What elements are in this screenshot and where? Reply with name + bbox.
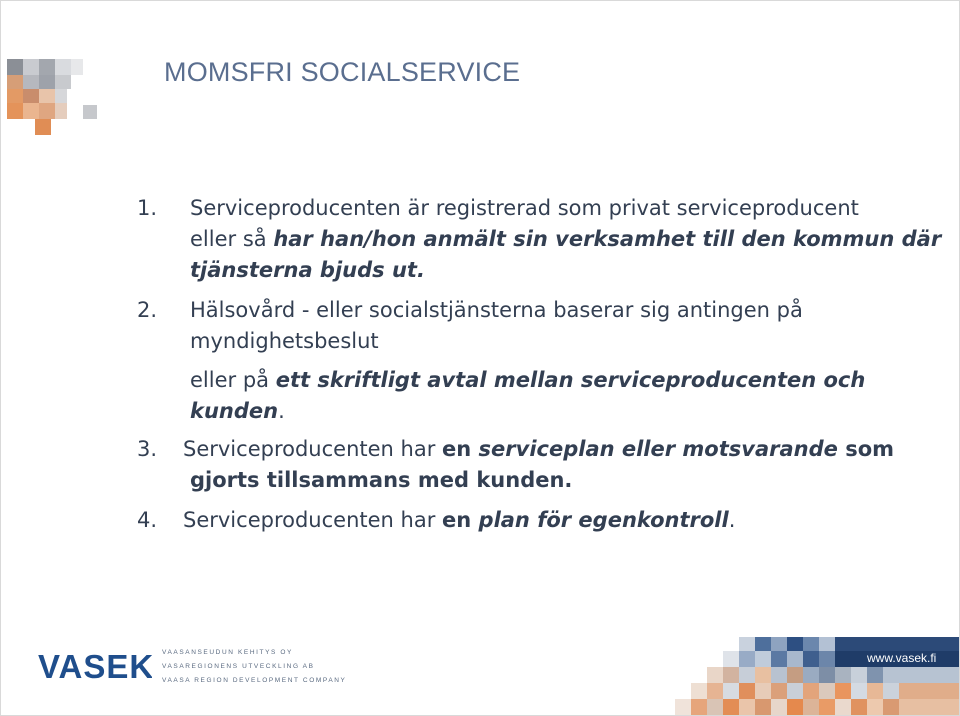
- list-text-emphasis: har han/hon anmält sin verksamhet till den kommun där: [273, 227, 942, 251]
- logo-line-sv: VASAREGIONENS UTVECKLING AB: [162, 663, 315, 670]
- vasek-logo-word: VASEK: [38, 649, 152, 681]
- list-number: 1.: [137, 196, 158, 220]
- list-item-3: [137, 434, 894, 496]
- list-text-emphasis: kunden: [190, 399, 279, 423]
- list-number: 4.: [137, 508, 158, 532]
- logo-line-en: VAASA REGION DEVELOPMENT COMPANY: [162, 677, 347, 684]
- list-text-emphasis: serviceplan eller motsvarande: [478, 437, 838, 461]
- list-text: Serviceproducenten är registrerad som privat serviceproducent: [190, 196, 859, 220]
- vasek-logo: [38, 649, 152, 686]
- list-text: Serviceproducenten har: [183, 508, 443, 532]
- list-text-bold: en: [442, 437, 479, 461]
- list-text-bold: en: [442, 508, 479, 532]
- list-text: eller så: [190, 227, 274, 251]
- list-text: Serviceproducenten har: [183, 437, 443, 461]
- list-number: 2.: [137, 298, 158, 322]
- slide-title: MOMSFRI SOCIALSERVICE: [164, 57, 521, 87]
- vasek-logo-mark: [38, 649, 152, 681]
- logo-line-fi: VAASANSEUDUN KEHITYS OY: [162, 649, 293, 656]
- list-text-bold: gjorts tillsammans med kunden.: [190, 468, 573, 492]
- list-text: eller på: [190, 368, 276, 392]
- list-text: myndighetsbeslut: [190, 329, 379, 353]
- list-text-emphasis: plan för egenkontroll: [478, 508, 729, 532]
- list-item-2: [137, 295, 865, 427]
- list-text: .: [278, 399, 285, 423]
- website-link[interactable]: www.vasek.fi: [867, 651, 937, 665]
- list-item-1: [137, 193, 941, 286]
- list-text-emphasis: tjänsterna bjuds ut.: [190, 258, 425, 282]
- list-text-bold: som: [837, 437, 895, 461]
- list-text-emphasis: ett skriftligt avtal mellan serviceproducenten och: [275, 368, 866, 392]
- list-number: 3.: [137, 437, 158, 461]
- list-text: Hälsovård - eller socialstjänsterna baserar sig antingen på: [190, 298, 803, 322]
- list-item-4: [137, 505, 735, 536]
- list-text: .: [728, 508, 736, 532]
